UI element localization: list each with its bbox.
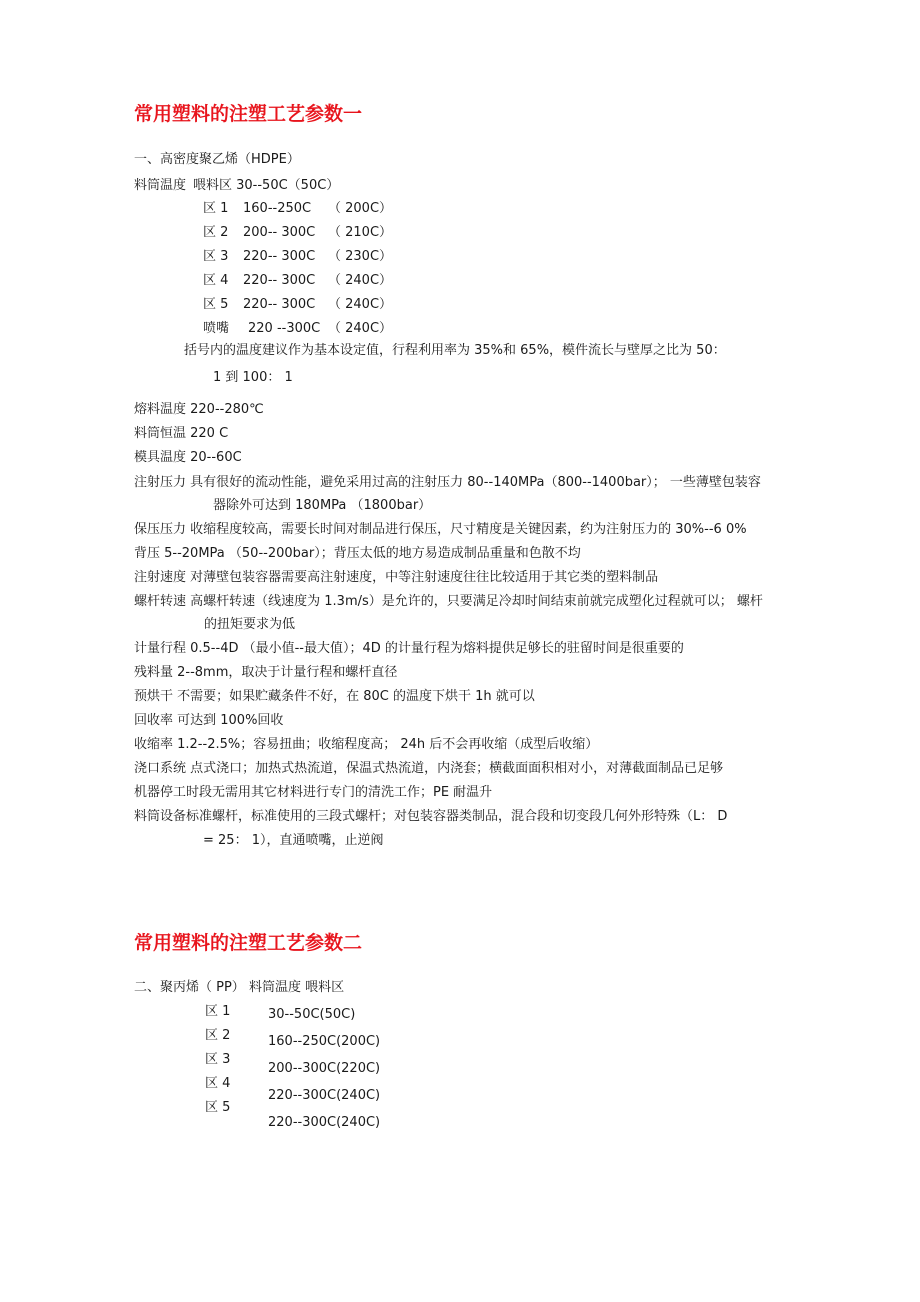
param-line: 料筒恒温 220 C	[134, 426, 229, 441]
zone-range: 220-- 300C	[243, 297, 316, 312]
section1-heading: 一、高密度聚乙烯（HDPE）	[134, 152, 300, 167]
note-line-1: 括号内的温度建议作为基本设定值，行程利用率为 35%和 65%，模件流长与壁厚之比为 50：	[184, 343, 726, 358]
pp-zone-label: 区 3	[205, 1052, 231, 1067]
param-line: 模具温度 20--60C	[134, 450, 242, 465]
zone-setpoint: （ 230C）	[328, 249, 393, 264]
param-line: 的扭矩要求为低	[204, 617, 296, 632]
pp-zone-value: 220--300C(240C)	[268, 1115, 381, 1130]
param-line: 预烘干 不需要；如果贮藏条件不好，在 80C 的温度下烘干 1h 就可以	[134, 689, 535, 704]
param-line: 熔料温度 220--280℃	[134, 402, 264, 417]
section2-heading: 二、聚丙烯（ PP） 料筒温度 喂料区	[134, 980, 345, 995]
zone-setpoint: （ 240C）	[328, 273, 393, 288]
param-line: 残料量 2--8mm，取决于计量行程和螺杆直径	[134, 665, 398, 680]
param-line: 注射压力 具有很好的流动性能，避免采用过高的注射压力 80--140MPa（800--1400bar）； 一些薄壁包装容	[134, 475, 761, 490]
param-line: 收缩率 1.2--2.5%；容易扭曲；收缩程度高； 24h 后不会再收缩（成型后收缩）	[134, 737, 599, 752]
zone-label: 区 5	[203, 297, 229, 312]
pp-zone-value: 30--50C(50C)	[268, 1007, 356, 1022]
param-line: 料筒设备标准螺杆，标准使用的三段式螺杆；对包装容器类制品，混合段和切变段几何外形特殊（L： D	[134, 809, 728, 824]
barrel-temp-label: 料筒温度	[134, 178, 187, 193]
note-line-2: 1 到 100： 1	[213, 370, 293, 385]
pp-zone-value: 200--300C(220C)	[268, 1061, 381, 1076]
zone-setpoint: （ 240C）	[328, 321, 393, 336]
pp-zone-value: 220--300C(240C)	[268, 1088, 381, 1103]
param-line: 螺杆转速 高螺杆转速（线速度为 1.3m/s）是允许的，只要满足冷却时间结束前就完成塑化过程就可以； 螺杆	[134, 594, 763, 609]
pp-zone-label: 区 4	[205, 1076, 231, 1091]
pp-zone-value: 160--250C(200C)	[268, 1034, 381, 1049]
feed-zone-temp: 喂料区 30--50C（50C）	[193, 178, 340, 193]
param-line: 回收率 可达到 100%回收	[134, 713, 284, 728]
zone-setpoint: （ 240C）	[328, 297, 393, 312]
zone-label: 区 4	[203, 273, 229, 288]
pp-zone-label: 区 2	[205, 1028, 231, 1043]
zone-setpoint: （ 210C）	[328, 225, 393, 240]
section2-title: 常用塑料的注塑工艺参数二	[134, 932, 363, 954]
param-line: 保压压力 收缩程度较高，需要长时间对制品进行保压，尺寸精度是关键因素，约为注射压力的 30%--6 0%	[134, 522, 747, 537]
param-line: 浇口系统 点式浇口；加热式热流道，保温式热流道，内浇套；横截面面积相对小，对薄截面制品已足够	[134, 761, 724, 776]
zone-label: 区 1	[203, 201, 229, 216]
pp-zone-label: 区 5	[205, 1100, 231, 1115]
zone-label: 区 3	[203, 249, 229, 264]
param-line: 器除外可达到 180MPa （1800bar）	[213, 498, 432, 513]
zone-range: 220-- 300C	[243, 273, 316, 288]
zone-range: 220 --300C	[248, 321, 321, 336]
param-line: 注射速度 对薄壁包装容器需要高注射速度，中等注射速度往往比较适用于其它类的塑料制品	[134, 570, 659, 585]
param-line: 计量行程 0.5--4D （最小值--最大值）；4D 的计量行程为熔料提供足够长的驻留时间是很重要的	[134, 641, 684, 656]
param-line: 机器停工时段无需用其它材料进行专门的清洗工作；PE 耐温升	[134, 785, 493, 800]
pp-zone-label: 区 1	[205, 1004, 231, 1019]
zone-range: 160--250C	[243, 201, 312, 216]
section1-title: 常用塑料的注塑工艺参数一	[134, 103, 363, 125]
zone-label: 喷嘴	[203, 321, 230, 336]
zone-label: 区 2	[203, 225, 229, 240]
param-line: 背压 5--20MPa （50--200bar）；背压太低的地方易造成制品重量和色散不均	[134, 546, 581, 561]
zone-range: 220-- 300C	[243, 249, 316, 264]
zone-setpoint: （ 200C）	[328, 201, 393, 216]
zone-range: 200-- 300C	[243, 225, 316, 240]
param-line: = 25： 1），直通喷嘴，止逆阀	[203, 833, 384, 848]
